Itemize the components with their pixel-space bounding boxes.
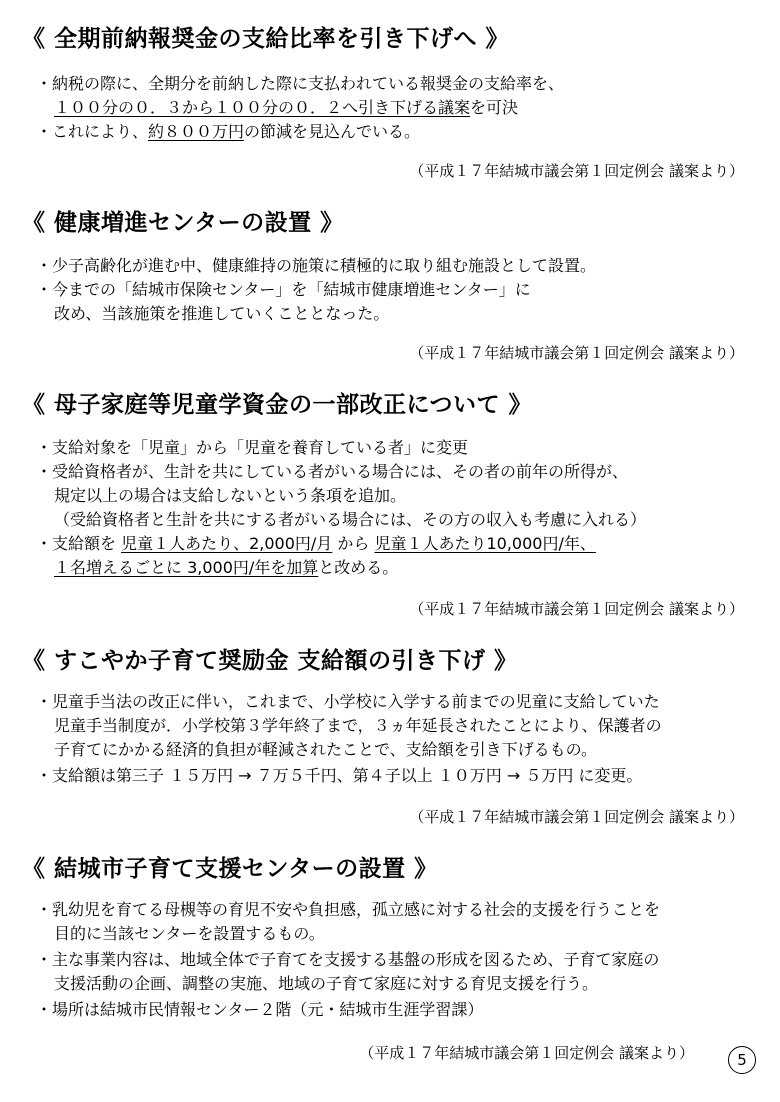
body-line xyxy=(36,532,596,556)
body-line: ・乳幼児を育てる母槻等の育児不安や負担感，孤立感に対する社会的支援を行うことを xyxy=(36,900,661,919)
underlined-text: １名増えるごとに 3,000円/年を加算 xyxy=(54,558,319,577)
text-run: から xyxy=(332,534,375,553)
body-line: ・受給資格者が、生計を共にしている者がいる場合には、その者の前年の所得が、 xyxy=(36,462,629,481)
body-line: ・少子高齢化が進む中、健康維持の施策に積極的に取り組む施設として設置。 xyxy=(36,256,597,275)
section-heading-sukoyaka: 《 すこやか子育て奨励金 支給額の引き下げ 》 xyxy=(22,648,518,674)
body-line: 子育てにかかる経済的負担が軽減されたことで、支給額を引き下げるもの。 xyxy=(54,740,598,759)
text-run: ・支給額を xyxy=(36,534,122,553)
source-note: （平成１７年結城市議会第１回定例会 議案より） xyxy=(409,600,744,618)
body-line: ・主な事業内容は、地域全体で子育てを支援する基盤の形成を図るため、子育て家庭の xyxy=(36,950,660,969)
body-line: （受給資格者と生計を共にする者がいる場合には、その方の収入も考慮に入れる） xyxy=(54,510,647,529)
section-heading-kosodate-shien: 《 結城市子育て支援センターの設置 》 xyxy=(22,856,438,882)
source-note: （平成１７年結城市議会第１回定例会 議案より） xyxy=(409,344,744,362)
body-line: ・児童手当法の改正に伴い，これまで、小学校に入学する前までの児童に支給していた xyxy=(36,692,660,711)
body-line: ・支給額は第三子 １５万円 → ７万５千円、第４子以上 １０万円 → ５万円 に変更。 xyxy=(36,766,643,785)
body-line: 改め、当該施策を推進していくこととなった。 xyxy=(54,304,390,323)
body-line: 児童手当制度が．小学校第３学年終了まで，３ヵ年延長されたことにより、保護者の xyxy=(54,716,662,735)
text-run: を可決 xyxy=(470,98,519,117)
section-heading-boshi-katei: 《 母子家庭等児童学資金の一部改正について 》 xyxy=(22,392,533,418)
body-line: 目的に当該センターを設置するもの。 xyxy=(54,924,325,943)
body-line: 支援活動の企画、調整の実施、地域の子育て家庭に対する育児支援を行う。 xyxy=(54,974,599,993)
body-line xyxy=(54,556,398,580)
text-run: ・これにより、 xyxy=(36,122,149,141)
text-run: と改める。 xyxy=(318,558,399,577)
underlined-text: 児童１人あたり、2,000円/月 xyxy=(121,534,333,553)
text-run: の節減を見込んでいる。 xyxy=(244,122,421,141)
section-heading-kenkou-zoushin: 《 健康増進センターの設置 》 xyxy=(22,210,344,236)
source-note: （平成１７年結城市議会第１回定例会 議案より） xyxy=(409,162,744,180)
body-line: ・納税の際に、全期分を前納した際に支払われている報奨金の支給率を、 xyxy=(36,74,565,93)
page-number: 5 xyxy=(728,1046,756,1074)
source-note: （平成１７年結城市議会第１回定例会 議案より） xyxy=(409,808,744,826)
section-heading-zenki-zennou: 《 全期前納報奨金の支給比率を引き下げへ 》 xyxy=(22,26,510,52)
body-line xyxy=(36,120,420,144)
body-line: ・今までの「結城市保険センター」を「結城市健康増進センター」に xyxy=(36,280,531,299)
underlined-text: 約８００万円 xyxy=(148,122,245,141)
body-line xyxy=(54,96,518,120)
body-line: ・支給対象を「児童」から「児童を養育している者」に変更 xyxy=(36,438,469,457)
source-note: （平成１７年結城市議会第１回定例会 議案より） xyxy=(359,1044,694,1062)
body-line: ・場所は結城市民情報センター２階（元・結城市生涯学習課） xyxy=(36,1000,484,1019)
body-line: 規定以上の場合は支給しないという条項を追加。 xyxy=(54,486,407,505)
underlined-text: 児童１人あたり10,000円/年、 xyxy=(374,534,596,553)
underlined-text: １００分の０．３から１００分の０．２へ引き下げる議案 xyxy=(54,98,471,117)
